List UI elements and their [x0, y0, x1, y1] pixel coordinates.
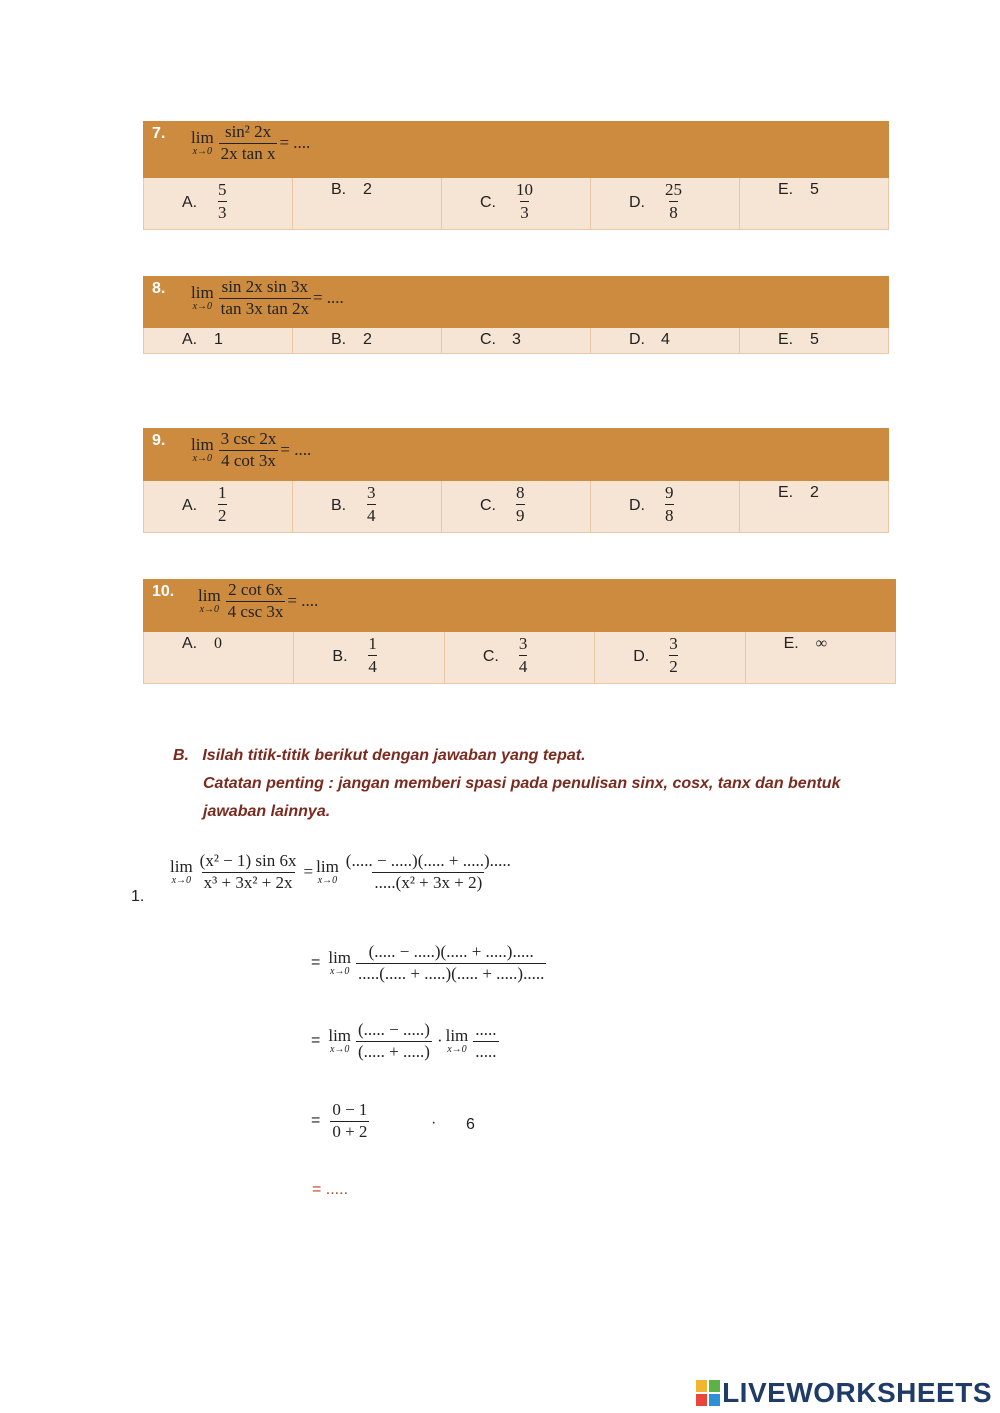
option-label: C. — [480, 331, 496, 348]
option-d[interactable] — [591, 328, 740, 353]
option-fraction: 1 2 — [218, 483, 227, 525]
instruction-line-2: Catatan penting : jangan memberi spasi pada penulisan sinx, cosx, tanx dan bentuk — [203, 775, 841, 792]
option-c[interactable] — [442, 481, 591, 532]
option-fraction: 10 3 — [516, 180, 533, 222]
question-header — [143, 121, 889, 178]
option-e[interactable] — [740, 178, 888, 229]
question-expression: lim x→0 $\frac{\text{sin² 2x}}{\text{2x tan x}}$ = .... — [191, 122, 311, 163]
logo-text: LIVEWORKSHEETS — [722, 1377, 992, 1408]
option-b[interactable] — [294, 632, 444, 683]
problem-number: 1. — [131, 888, 145, 905]
question-expression: lim x→0 $\frac{\text{sin 2x sin 3x}}{\text{tan 3x tan 2x}}$ = .... — [191, 277, 344, 318]
final-answer-blank[interactable]: = ..... — [312, 1181, 349, 1198]
option-b[interactable] — [293, 178, 442, 229]
problem-1-line-1: lim x→0 $\frac{\text{(x² − 1) sin 6x}}{\text{x³ + 3x² + 2x}}$ = lim x→0 $\frac{(..... - .....)(..... + .....).....}{\text{.....(x² + 3x + 2)}}$ — [170, 851, 511, 892]
option-value: 1 — [214, 331, 223, 348]
option-label: B. — [331, 181, 347, 198]
option-label: D. — [629, 194, 645, 211]
option-fraction: 9 8 — [665, 483, 674, 525]
option-a[interactable] — [144, 328, 293, 353]
question-9 — [143, 428, 889, 533]
option-a[interactable] — [144, 178, 293, 229]
option-c[interactable] — [445, 632, 595, 683]
option-value: 5 — [810, 331, 819, 348]
option-label: E. — [778, 484, 794, 501]
option-label: C. — [482, 648, 499, 665]
option-label: E. — [778, 181, 794, 198]
question-number: 7. — [152, 125, 166, 142]
problem-1-line-4: = $\frac{0 - 1}{0 + 2}$ — [311, 1100, 368, 1141]
options-row — [143, 481, 889, 533]
option-b[interactable] — [293, 328, 442, 353]
question-10 — [143, 579, 896, 684]
option-fraction: 8 9 — [516, 483, 525, 525]
question-8 — [143, 276, 889, 354]
option-label: B. — [331, 497, 347, 514]
question-number: 9. — [152, 432, 166, 449]
instruction-line-3: jawaban lainnya. — [203, 803, 331, 820]
option-c[interactable] — [442, 328, 591, 353]
option-label: D. — [629, 497, 645, 514]
options-row — [143, 328, 889, 354]
option-e[interactable] — [740, 481, 888, 532]
option-label: C. — [480, 497, 496, 514]
option-value: 0 — [214, 635, 222, 652]
question-number: 8. — [152, 280, 166, 297]
question-header — [143, 276, 889, 328]
option-e[interactable] — [746, 632, 895, 683]
option-label: A. — [182, 635, 198, 652]
option-a[interactable] — [144, 481, 293, 532]
option-value: 5 — [810, 181, 819, 198]
option-c[interactable] — [442, 178, 591, 229]
option-e[interactable] — [740, 328, 888, 353]
option-value: 4 — [661, 331, 670, 348]
option-fraction: 5 3 — [218, 180, 227, 222]
question-header — [143, 579, 896, 632]
option-fraction: 3 4 — [367, 483, 376, 525]
option-fraction: 25 8 — [665, 180, 682, 222]
option-label: B. — [332, 648, 348, 665]
multiply-dot: · — [431, 1114, 437, 1131]
option-d[interactable] — [591, 481, 740, 532]
liveworksheets-logo — [696, 1377, 992, 1409]
option-value: 2 — [363, 181, 372, 198]
question-header — [143, 428, 889, 481]
option-b[interactable] — [293, 481, 442, 532]
option-label: A. — [182, 331, 198, 348]
option-value: 2 — [363, 331, 372, 348]
option-fraction: 3 2 — [669, 634, 678, 676]
option-label: E. — [778, 331, 794, 348]
option-fraction: 1 4 — [368, 634, 377, 676]
option-label: E. — [783, 635, 799, 652]
problem-1-line-3: = lim x→0 $\frac{(..... - .....)}{(..... + .....)}$ · lim x→0 $\frac{.....}{.....}$ — [311, 1020, 497, 1061]
option-label: C. — [480, 194, 496, 211]
question-number: 10. — [152, 583, 175, 600]
question-expression: lim x→0 $\frac{2 \cot 6x}{4 \csc 3x}$ = .... — [198, 580, 319, 621]
option-value: ∞ — [815, 635, 828, 652]
options-row — [143, 178, 889, 230]
section-b-instructions — [173, 742, 840, 826]
instruction-line-1: Isilah titik-titik berikut dengan jawaban yang tepat. — [202, 747, 586, 764]
options-row — [143, 632, 896, 684]
question-expression: lim x→0 $\frac{3 \csc 2x}{4 \cot 3x}$ = .... — [191, 429, 312, 470]
option-a[interactable] — [144, 632, 294, 683]
option-fraction: 3 4 — [518, 634, 528, 676]
option-label: D. — [629, 331, 645, 348]
problem-1-line-2: = lim x→0 $\frac{(..... - .....)(..... + .....).....}{.....(..... + .....)(..... + .....).....}$ — [311, 942, 545, 983]
logo-icon — [696, 1380, 720, 1406]
option-value: 2 — [810, 484, 819, 501]
value-six: 6 — [466, 1116, 475, 1133]
section-b-label: B. — [173, 747, 189, 764]
question-7 — [143, 121, 889, 230]
option-d[interactable] — [591, 178, 740, 229]
option-label: B. — [331, 331, 347, 348]
option-value: 3 — [512, 331, 521, 348]
option-label: D. — [633, 648, 650, 665]
option-label: A. — [182, 497, 198, 514]
option-label: A. — [182, 194, 198, 211]
option-d[interactable] — [595, 632, 745, 683]
